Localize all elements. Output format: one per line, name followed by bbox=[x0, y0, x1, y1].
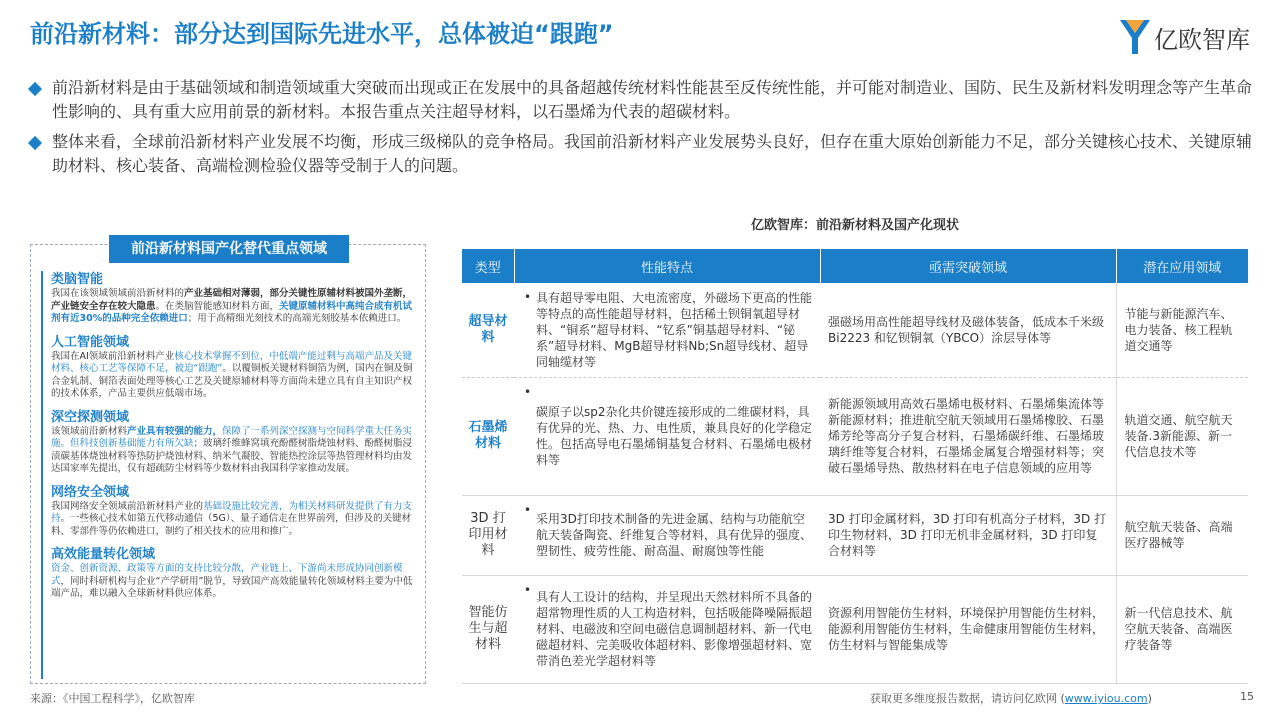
page-number: 15 bbox=[1240, 690, 1254, 703]
bullet-item bbox=[30, 76, 1252, 124]
cell-urgent-fields: 3D 打印金属材料，3D 打印有机高分子材料，3D 打印生物材料，3D 打印无机非金属材料，3D 打印复合材料等 bbox=[820, 495, 1116, 575]
table-body bbox=[462, 283, 1248, 683]
panel-field-title: 高效能量转化领域 bbox=[51, 547, 156, 562]
cell-performance: • 具有人工设计的结构，并呈现出天然材料所不具备的超常物理性质的人工构造材料，包括吸能降噪隔振超材料、电磁波和空间电磁信息调制超材料、新一代电磁超材料、完美吸收体超材料、影像增强超材料、宽带消色差光学超材料等 bbox=[514, 575, 820, 683]
cell-applications: 航空航天装备、高端医疗器械等 bbox=[1116, 495, 1248, 575]
website-link[interactable]: www.iyiou.com bbox=[1064, 692, 1148, 705]
materials-table bbox=[462, 249, 1248, 684]
cell-type: 石墨烯材料 bbox=[462, 377, 514, 495]
desc-segment: ；玻璃纤维蜂窝填充酚醛树脂烧蚀材料、酚醛树脂浸渍碳基体烧蚀材料等热防护烧蚀材料、纳米气凝胶、智能热控涂层等热管理材料均由发达国家率先提出，仅有超疏防尘材料等少数材料由我国科学家推动发展。 bbox=[51, 438, 413, 474]
panel-field-title: 网络安全领域 bbox=[51, 484, 130, 500]
diamond-bullet-icon bbox=[28, 136, 42, 150]
yiou-logo-icon bbox=[1118, 16, 1152, 56]
desc-segment: 我国网络安全领域前沿新材料产业的 bbox=[51, 500, 204, 512]
desc-segment: 基础设施比较完善，为相关材料研发提供了有力支持 bbox=[51, 500, 413, 524]
cell-applications: 轨道交通、航空航天装备.3新能源、新一代信息技术等 bbox=[1116, 377, 1248, 495]
desc-segment: 保障了一系列深空探测与空间科学重大任务实施。但科技创新基础能力有所欠缺 bbox=[51, 425, 413, 449]
desc-segment: ，同时科研机构与企业“产学研用”脱节，导致国产高效能量转化领域材料主要为中低端产品，难以融入全球新材料供应体系。 bbox=[51, 575, 413, 599]
panel-field-title: 人工智能领域 bbox=[51, 334, 130, 350]
intro-bullets bbox=[30, 76, 1252, 184]
table-caption: 亿欧智库：前沿新材料及国产化现状 bbox=[750, 218, 959, 233]
cell-urgent-fields: 新能源领域用高效石墨烯电极材料、石墨烯集流体等新能源材料；推进航空航天领域用石墨烯橡胶、石墨烯芳纶等高分子复合材料，石墨烯碳纤维、石墨烯玻璃纤维等复合材料，石墨烯金属复合增强材料等；突破石墨烯导热、散热材料在电子信息领域的应用等 bbox=[820, 377, 1116, 495]
panel-field-desc bbox=[51, 288, 413, 326]
panel-field bbox=[43, 546, 413, 601]
table-row bbox=[462, 283, 1248, 377]
table-row bbox=[462, 377, 1248, 495]
panel-field-desc bbox=[51, 351, 413, 401]
header-urgent-fields: 亟需突破领域 bbox=[820, 249, 1116, 283]
panel-field bbox=[43, 271, 413, 326]
header-performance: 性能特点 bbox=[514, 249, 820, 283]
cell-urgent-fields: 强磁场用高性能超导线材及磁体装备，低成本千米级 Bi2223 和钇钡铜氧（YBCO）涂层导体等 bbox=[820, 283, 1116, 377]
cell-performance: • 采用3D打印技术制备的先进金属、结构与功能航空航天装备陶瓷、纤维复合等材料，具有优异的强度、塑韧性、疲劳性能、耐高温、耐腐蚀等性能 bbox=[514, 495, 820, 575]
desc-segment: 资金、创新资源、政策等方面的支持比较分散，产业链上、下游尚未形成协同创新模式 bbox=[51, 563, 403, 587]
cell-performance: • 碳原子以sp2杂化共价键连接形成的二维碳材料，具有优异的光、热、力、电性质，兼具良好的化学稳定性。包括高导电石墨烯铜基复合材料、石墨烯电极材料等 bbox=[514, 377, 820, 495]
panel-field bbox=[43, 484, 413, 539]
domestic-substitution-panel bbox=[30, 241, 426, 684]
bullet-text: 前沿新材料是由于基础领域和制造领域重大突破而出现或正在发展中的具备超越传统材料性能甚至反传统性能，并可能对制造业、国防、民生及新材料发明理念等产生革命性影响的、具有重大应用前景的新材料。本报告重点关注超导材料，以石墨烯为代表的超碳材料。 bbox=[52, 78, 1253, 121]
panel-field-desc bbox=[51, 426, 413, 476]
panel-field bbox=[43, 334, 413, 401]
desc-segment: 该领域前沿新材料 bbox=[51, 425, 128, 437]
panel-field-desc bbox=[51, 501, 413, 539]
panel-field-title: 深空探测领域 bbox=[51, 409, 130, 425]
footer-suffix: ) bbox=[1147, 692, 1152, 705]
desc-segment: 产业基础相对薄弱，部分关键性原辅材料被国外垄断，产业链安全存在较大隐患 bbox=[51, 288, 413, 312]
panel-title: 前沿新材料国产化替代重点领域 bbox=[109, 235, 349, 263]
cell-type: 智能仿生与超材料 bbox=[462, 575, 514, 683]
table-row bbox=[462, 495, 1248, 575]
table-row bbox=[462, 575, 1248, 683]
page-title: 前沿新材料：部分达到国际先进水平，总体被迫“跟跑” bbox=[30, 20, 614, 48]
desc-segment: 核心技术掌握不到位，中低端产能过剩与高端产品及关键材料、核心工艺等保障不足，被迫“跟跑” bbox=[51, 350, 412, 374]
footer-prefix: 获取更多维度报告数据，请访问亿欧网 ( bbox=[870, 692, 1065, 705]
desc-segment: 关键原辅材料中高纯合成有机试剂有近30%的品种完全依赖进口 bbox=[51, 300, 413, 324]
header-type: 类型 bbox=[462, 249, 514, 283]
panel-field-list bbox=[41, 271, 413, 679]
desc-segment: 我国在AI领域前沿新材料产业 bbox=[51, 350, 175, 362]
logo bbox=[1118, 16, 1258, 60]
logo-text: 亿欧智库 bbox=[1154, 26, 1250, 54]
bullet-item bbox=[30, 130, 1252, 178]
panel-field bbox=[43, 409, 413, 476]
cell-performance: • 具有超导零电阻、大电流密度，外磁场下更高的性能等特点的高性能超导材料，包括稀土钡铜氧超导材料、“铜系”超导材料、“钇系”铜基超导材料、“铋系”超导材料、MgB超导材料Nb;Sn超导线材、超导同轴缆材等 bbox=[514, 283, 820, 377]
desc-segment: 我国在该领域领域前沿新材料的 bbox=[51, 288, 185, 299]
panel-field-title: 类脑智能 bbox=[51, 272, 104, 287]
table-header-row bbox=[462, 249, 1248, 283]
source-note: 来源：《中国工程科学》，亿欧智库 bbox=[30, 692, 195, 705]
diamond-bullet-icon bbox=[28, 82, 42, 96]
cell-urgent-fields: 资源利用智能仿生材料，环境保护用智能仿生材料，能源利用智能仿生材料，生命健康用智能仿生材料，仿生材料与智能集成等 bbox=[820, 575, 1116, 683]
desc-segment: 。以覆铜板关键材料铜箔为例，国内在铜及铜合金轧制、铜箔表面处理等核心工艺及关键原辅材料等方面尚未建立具有自主知识产权的技术体系，产品主要供应低端市场。 bbox=[51, 363, 413, 399]
cell-type: 3D 打印用材料 bbox=[462, 495, 514, 575]
desc-segment: 。一些核心技术如第五代移动通信（5G）、量子通信走在世界前列，但涉及的关键材料、零部件等仍依赖进口，制约了相关技术的应用和推广。 bbox=[51, 513, 412, 537]
footer-more bbox=[870, 690, 1152, 706]
bullet-text: 整体来看，全球前沿新材料产业发展不均衡，形成三级梯队的竞争格局。我国前沿新材料产业发展势头良好，但存在重大原始创新能力不足，部分关键核心技术、关键原辅助材料、核心装备、高端检测检验仪器等受制于人的问题。 bbox=[52, 132, 1253, 175]
desc-segment: ；用于高精细光刻技术的高端光刻胶基本依赖进口。 bbox=[187, 313, 407, 324]
desc-segment: 。在类脑智能感知材料方面， bbox=[155, 300, 280, 312]
cell-type: 超导材料 bbox=[462, 283, 514, 377]
cell-applications: 新一代信息技术、航空航天装备、高端医疗装备等 bbox=[1116, 575, 1248, 683]
desc-segment: 产业具有较强的能力， bbox=[127, 425, 223, 437]
panel-field-desc bbox=[51, 563, 413, 601]
cell-applications: 节能与新能源汽车、电力装备、核工程轨道交通等 bbox=[1116, 283, 1248, 377]
header-applications: 潜在应用领域 bbox=[1116, 249, 1248, 283]
